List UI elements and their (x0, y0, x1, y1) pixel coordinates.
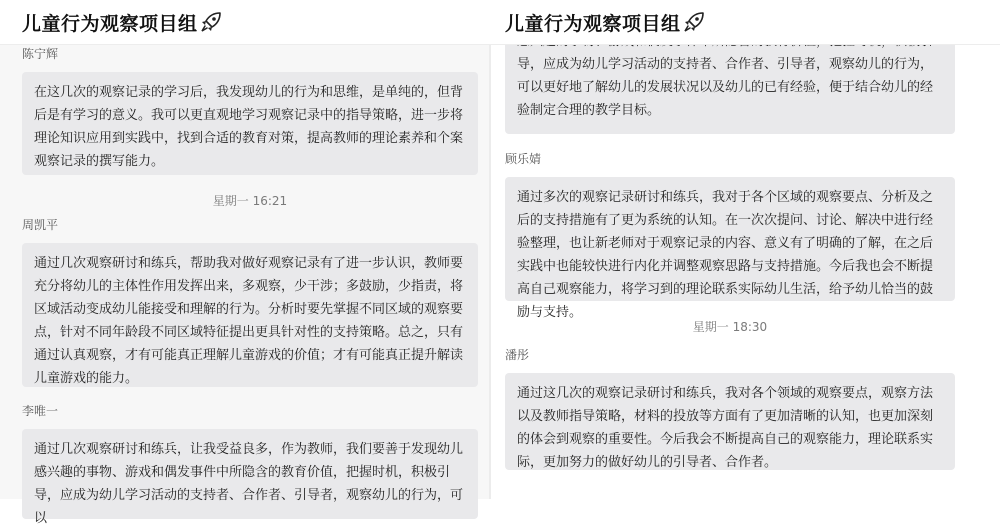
message-item[interactable] (22, 216, 478, 387)
message-bubble[interactable]: 通过这几次的观察记录研讨和练兵，我对各个领域的观察要点，观察方法以及教师指导策略，材料的投放等方面有了更加清晰的认知，也更加深刻的体会到观察的重要性。今后我会不断提高自己的观察能力，理论联系实际，更加努力的做好幼儿的引导者、合作者。 (505, 373, 955, 470)
message-bubble[interactable]: 通过多次的观察记录研讨和练兵，我对于各个区域的观察要点、分析及之后的支持措施有了更为系统的认知。在一次次提问、讨论、解决中进行经验整理，也让新老师对于观察记录的内容、意义有了明确的了解，在之后实践中也能较快进行内化并调整观察思路与支持措施。今后我也会不断提高自己观察能力，将学习到的理论联系实际幼儿生活，给予幼儿恰当的鼓励与支持。 (505, 177, 955, 301)
message-bubble[interactable]: 在这几次的观察记录的学习后，我发现幼儿的行为和思维，是单纯的，但背后是有学习的意义。我可以更直观地学习观察记录中的指导策略，进一步将理论知识应用到实践中，找到合适的教育对策，提高教师的理论素养和个案观察记录的撰写能力。 (22, 72, 478, 175)
message-bubble[interactable]: 通过几次观察研讨和练兵，让我受益良多，作为教师，我们要善于发现幼儿感兴趣的事物、游戏和偶发事件中所隐含的教育价值，把握时机，积极引导，应成为幼儿学习活动的支持者、合作者、引导者，观察幼儿的行为，可以 (22, 429, 478, 519)
sender-name: 潘彤 (505, 348, 530, 362)
message-item[interactable] (505, 346, 955, 470)
message-list[interactable] (22, 45, 478, 175)
timestamp: 星期一 18:30 (692, 320, 768, 334)
timestamp: 星期一 16:21 (212, 194, 288, 208)
chat-header (491, 0, 1000, 45)
rocket-icon (200, 11, 222, 38)
sender-name: 李唯一 (22, 404, 59, 418)
sender-name: 周凯平 (22, 218, 59, 232)
rocket-icon (683, 11, 705, 38)
group-title-text: 儿童行为观察项目组 (22, 13, 198, 35)
message-item[interactable] (22, 402, 478, 526)
group-title (505, 9, 705, 38)
sender-name: 顾乐婧 (505, 152, 542, 166)
message-bubble[interactable]: 导，应成为幼儿学习活动的支持者、合作者、引导者，观察幼儿的行为，可以更好地了解幼儿的发展状况以及幼儿的已有经验，便于结合幼儿的经验制定合理的教学目标。 (505, 14, 955, 134)
chat-panel-right[interactable] (491, 0, 1000, 499)
message-bubble[interactable]: 通过几次观察研讨和练兵，帮助我对做好观察记录有了进一步认识，教师要充分将幼儿的主体性作用发挥出来，多观察，少干涉；多鼓励，少指责，将区域活动变成幼儿能接受和理解的行为。分析时要先掌握不同区域的观察要点，针对不同年龄段不同区域特征提出更具针对性的支持策略。总之，只有通过认真观察，才有可能真正理解儿童游戏的价值；才有可能真正提升解读儿童游戏的能力。 (22, 243, 478, 387)
chat-header (0, 0, 491, 45)
group-title-text: 儿童行为观察项目组 (505, 13, 681, 35)
chat-panel-left[interactable] (0, 0, 491, 526)
message-item[interactable] (505, 150, 955, 320)
group-title (22, 9, 222, 38)
sender-name: 陈宁辉 (22, 47, 59, 61)
